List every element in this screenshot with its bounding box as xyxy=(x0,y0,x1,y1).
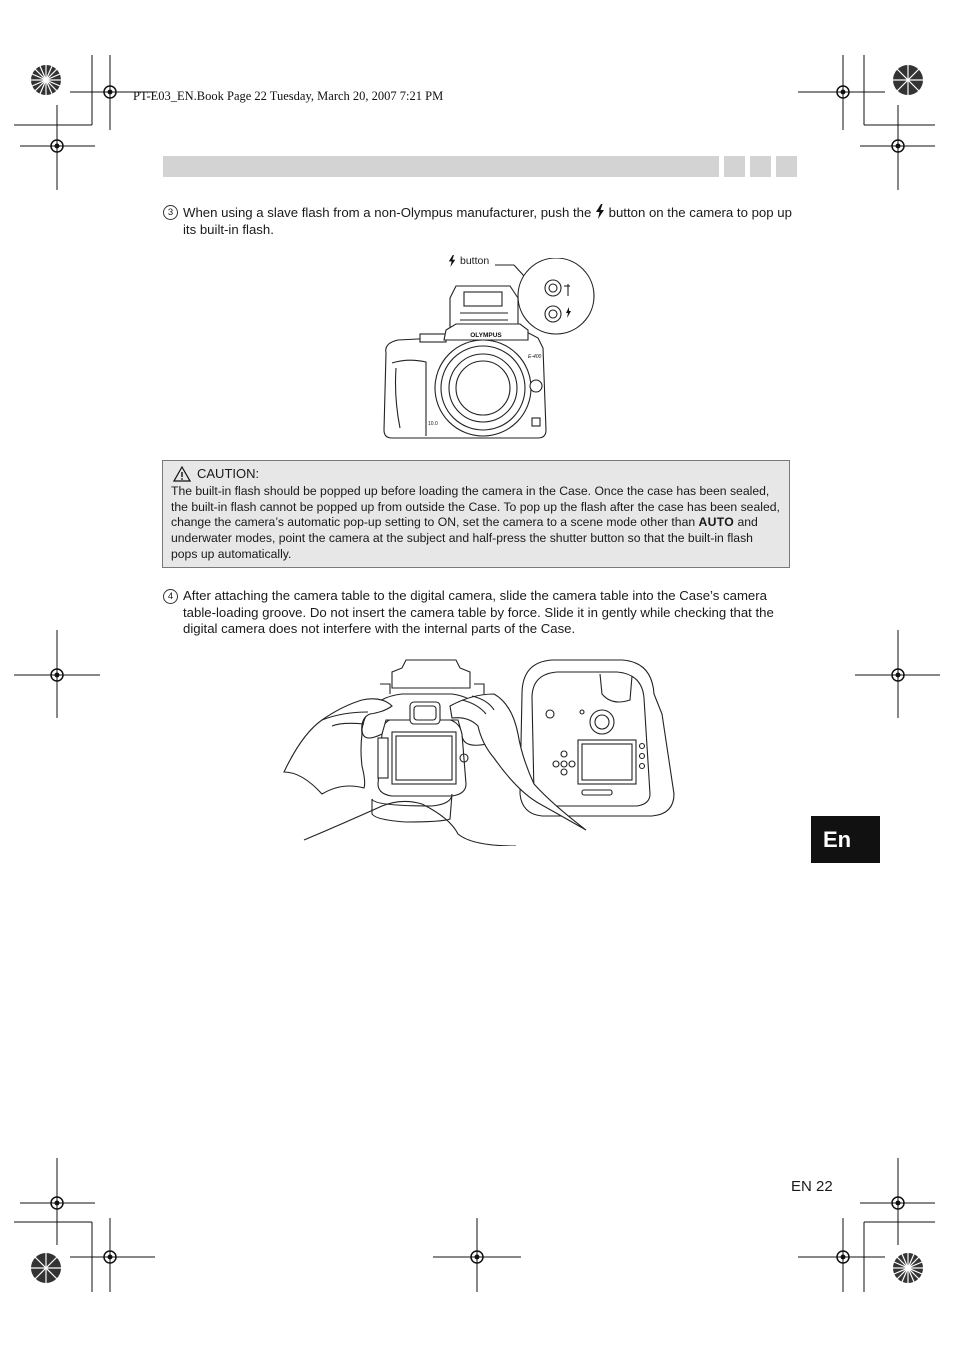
title-bar-square xyxy=(776,156,797,177)
page-number: EN 22 xyxy=(791,1178,833,1195)
caution-text: The built-in flash should be popped up before loading the camera in the Case. Once the case has been sealed, the built-in flash cannot be popped up from outside the Case. To pop up the flash after the case has been sealed, change the camera’s automatic pop-up setting to ON, set the camera to a scene mode other than AUTO and underwater modes, point the camera at the subject and half-press the shutter button so that the built-in flash pops up automatically. xyxy=(171,484,780,561)
warning-triangle-icon xyxy=(173,466,191,482)
step-number: 3 xyxy=(163,205,178,220)
title-bar-square xyxy=(750,156,771,177)
camera-figure xyxy=(378,258,598,443)
camera-badge: 10.0 xyxy=(428,421,438,427)
section-title-bar xyxy=(163,156,719,177)
registration-mark-icon xyxy=(31,65,61,95)
figure1-label: button xyxy=(448,255,489,267)
title-bar-square xyxy=(724,156,745,177)
print-header: PT-E03_EN.Book Page 22 Tuesday, March 20, 2007 7:21 PM xyxy=(133,89,444,103)
flash-bolt-icon xyxy=(595,204,605,219)
camera-loading-figure xyxy=(282,654,682,846)
step-text: After attaching the camera table to the digital camera, slide the camera table into the Case’s camera table-loading groove. Do not insert the camera table by force. Slide it in gently while checking that the digital camera does not interfere with the internal parts of the Case. xyxy=(183,588,774,636)
camera-model: E-400 xyxy=(528,354,542,360)
caution-heading: CAUTION: xyxy=(171,465,781,483)
camera-brand: OLYMPUS xyxy=(470,332,502,339)
registration-mark-icon xyxy=(893,65,923,95)
step-text: When using a slave flash from a non-Olympus manufacturer, push the button on the camera to pop up its built-in flash. xyxy=(183,205,792,237)
step-4 xyxy=(163,588,793,638)
step-number: 4 xyxy=(163,589,178,604)
auto-mode-label: AUTO xyxy=(698,515,735,530)
caution-box xyxy=(162,460,790,568)
registration-mark-icon xyxy=(31,1253,61,1283)
language-tab: En xyxy=(811,816,880,863)
registration-mark-icon xyxy=(893,1253,923,1283)
step-3 xyxy=(163,204,793,238)
